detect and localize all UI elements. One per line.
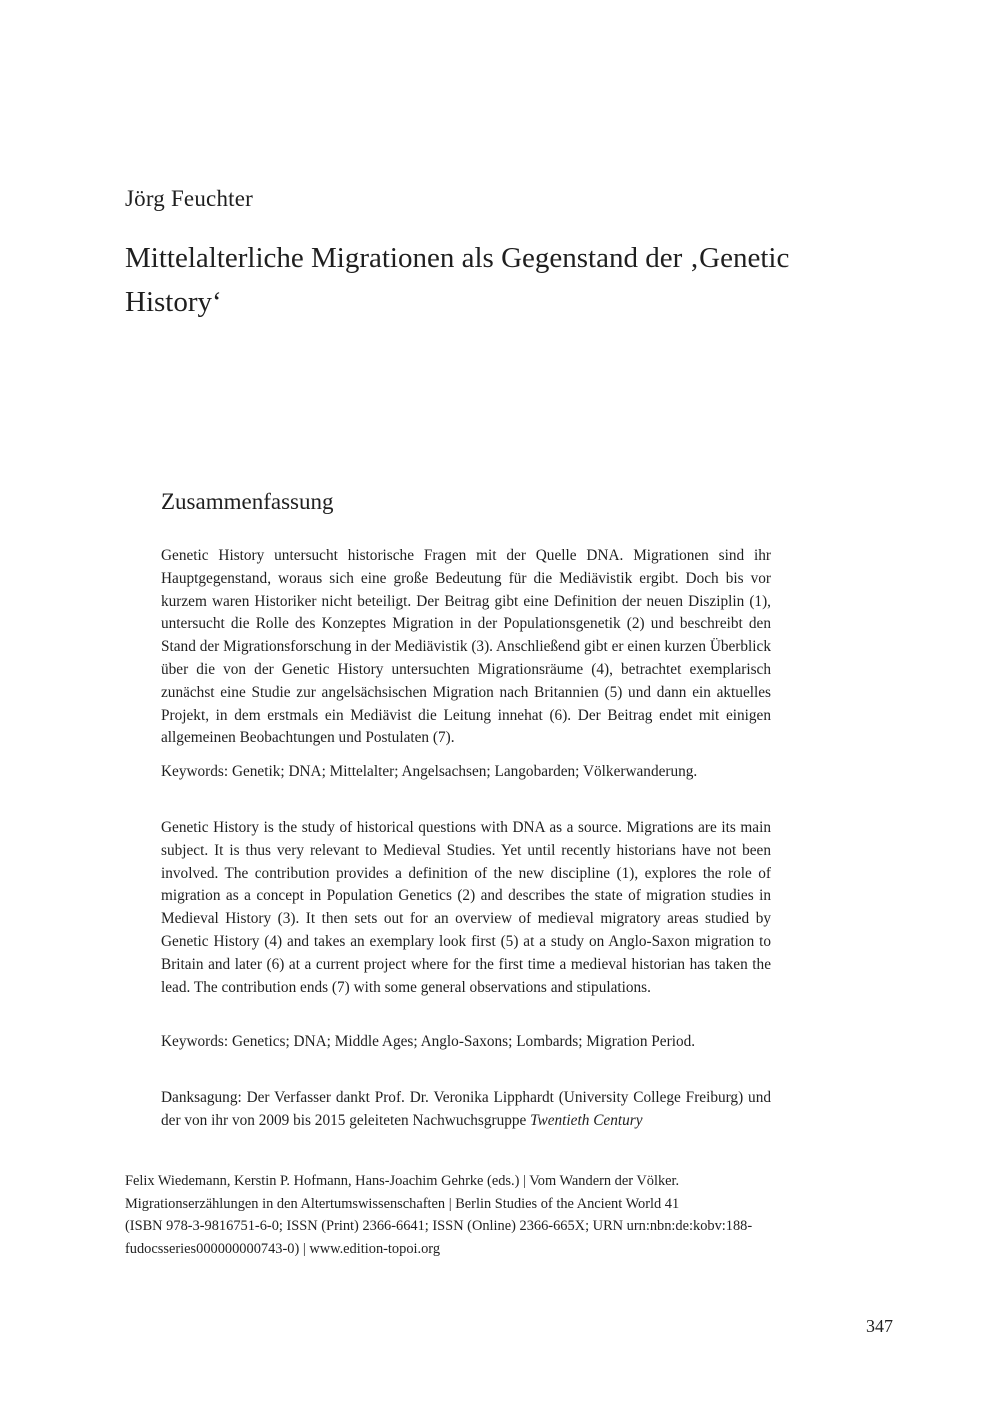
footer-line-3: (ISBN 978-3-9816751-6-0; ISSN (Print) 2366-6641; ISSN (Online) 2366-665X; URN urn:nbn:de:kobv:188- bbox=[125, 1218, 753, 1235]
keywords-german: Keywords: Genetik; DNA; Mittelalter; Angelsachsen; Langobarden; Völkerwanderung. bbox=[161, 763, 698, 780]
acknowledgement bbox=[161, 1087, 771, 1133]
footer-line-4: fudocsseries000000000743-0) | www.edition-topoi.org bbox=[125, 1240, 441, 1257]
abstract-german: Genetic History untersucht historische Fragen mit der Quelle DNA. Migrationen sind ihr Hauptgegenstand, woraus sich eine große Bedeutung für die Mediävistik ergibt. Doch bis vor kurzem waren Historiker nicht beteiligt. Der Beitrag gibt eine Definition der neuen Disziplin (1), untersucht die Rolle des Konzeptes Migration in der Populationsgenetik (2) und beschreibt den Stand der Migrationsforschung in der Mediävistik (3). Anschließend gibt er einen kurzen Überblick über die von der Genetic History untersuchten Migrationsräume (4), betrachtet exemplarisch zunächst eine Studie zur angelsächsischen Migration nach Britannien (5) und dann ein aktuelles Projekt, in dem erstmals ein Mediävist die Leitung innehat (6). Der Beitrag endet mit einigen allgemeinen Beobachtungen und Postulaten (7). bbox=[161, 547, 771, 747]
article-title: Mittelalterliche Migrationen als Gegenstand der ‚Genetic History‘ bbox=[125, 242, 790, 318]
abstract-heading: Zusammenfassung bbox=[161, 489, 334, 514]
acknowledgement-text: Danksagung: Der Verfasser dankt Prof. Dr. Veronika Lipphardt (University College Freiburg) und der von ihr von 2009 bis 2015 geleiteten Nachwuchsgruppe bbox=[161, 1089, 771, 1129]
acknowledgement-emphasis: Twentieth Century bbox=[530, 1111, 643, 1129]
author-name: Jörg Feuchter bbox=[125, 186, 254, 211]
citation-footer bbox=[125, 1170, 775, 1260]
page-number: 347 bbox=[866, 1316, 893, 1336]
abstract-english: Genetic History is the study of historical questions with DNA as a source. Migrations are its main subject. It is thus very relevant to Medieval Studies. Yet until recently historians have not been involved. The contribution provides a definition of the new discipline (1), explores the role of migration as a concept in Population Genetics (2) and describes the state of migration studies in Medieval History (3). It then sets out for an overview of medieval migratory areas studied by Genetic History (4) and takes an exemplary look first (5) at a study on Anglo-Saxon migration to Britain and later (6) at a current project where for the first time a medieval historian has taken the lead. The contribution ends (7) with some general observations and stipulations. bbox=[161, 819, 771, 996]
footer-line-1: Felix Wiedemann, Kerstin P. Hofmann, Hans-Joachim Gehrke (eds.) | Vom Wandern der Völker. bbox=[125, 1173, 680, 1189]
footer-line-2: Migrationserzählungen in den Altertumswissenschaften | Berlin Studies of the Ancient World 41 bbox=[125, 1195, 680, 1212]
keywords-english: Keywords: Genetics; DNA; Middle Ages; Anglo-Saxons; Lombards; Migration Period. bbox=[161, 1033, 696, 1050]
